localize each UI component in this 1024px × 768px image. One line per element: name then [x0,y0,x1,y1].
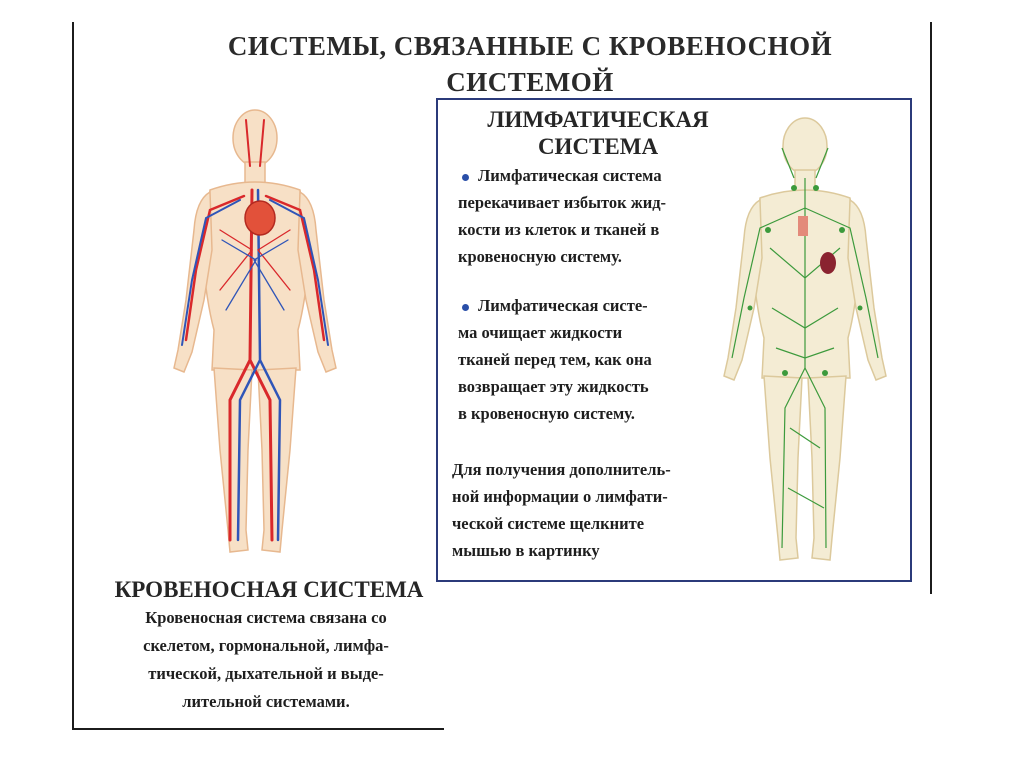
lymphatic-title-line-1: ЛИМФАТИЧЕСКАЯ [487,107,709,132]
bullet-icon [462,174,469,181]
lymphatic-title-line-2: СИСТЕМА [537,134,659,159]
page-title-line-1: СИСТЕМЫ, СВЯЗАННЫЕ С КРОВЕНОСНОЙ [227,31,833,61]
info-line-1: Для получения дополнитель- [452,460,671,479]
frame-right-border [930,22,932,594]
info-line-3: ческой системе щелкните [452,514,645,533]
circulatory-text-line-2: скелетом, гормональной, лимфа- [143,636,389,655]
bullet1-line-2: перекачивает избыток жид- [458,193,667,212]
frame-bottom-border [72,728,444,730]
page-title [150,28,910,100]
bullet2-line-4: возвращает эту жидкость [458,377,649,396]
bullet2-line-1: Лимфатическая систе- [478,296,648,315]
bullet2-line-5: в кровеносную систему. [458,404,635,423]
info-line-2: ной информации о лимфати- [452,487,668,506]
circulatory-caption: КРОВЕНОСНАЯ СИСТЕМА [114,577,424,602]
circulatory-text-line-3: тической, дыхательной и выде- [148,664,384,683]
bullet1-line-3: кости из клеток и тканей в [458,220,660,239]
bullet2-line-2: ма очищает жидкости [458,323,623,342]
page-title-line-2: СИСТЕМОЙ [446,67,614,97]
bullet1-line-4: кровеносную систему. [458,247,622,266]
bullet1-line-1: Лимфатическая система [478,166,662,185]
circulatory-text-line-1: Кровеносная система связана со [145,608,387,627]
circulatory-system-figure [160,100,350,570]
lymphatic-title [448,106,748,160]
bullet2-line-3: тканей перед тем, как она [458,350,652,369]
bullet-icon [462,304,469,311]
frame-left-border [72,22,74,730]
circulatory-text-line-4: лительной системами. [182,692,350,711]
info-line-4: мышью в картинку [452,541,600,560]
